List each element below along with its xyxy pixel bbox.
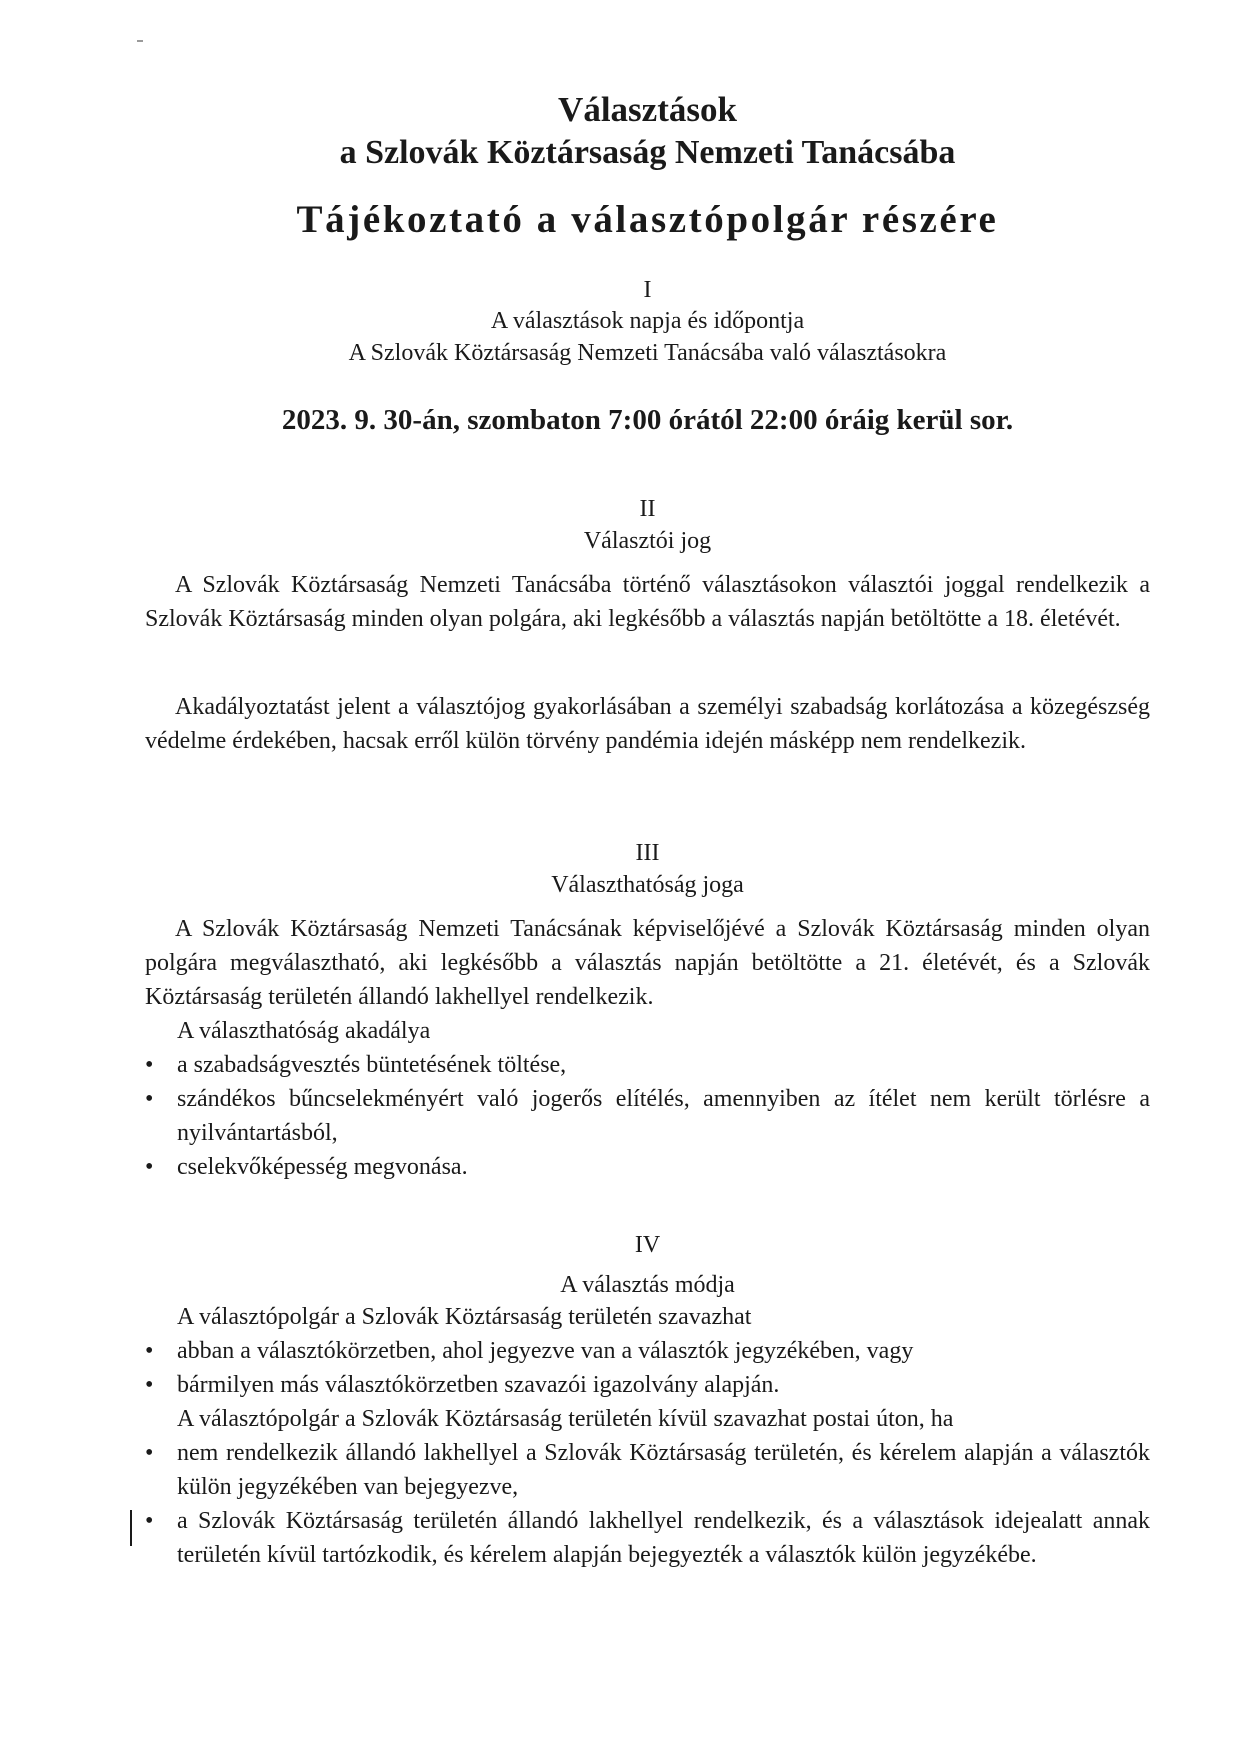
section-4-intro-1: A választópolgár a Szlovák Köztársaság területén szavazhat xyxy=(177,1304,752,1330)
section-2-number: II xyxy=(639,496,656,522)
list-item-text: abban a választókörzetben, ahol jegyezve van a választók jegyzékében, vagy xyxy=(177,1338,914,1364)
list-item xyxy=(145,1436,1150,1504)
election-date: 2023. 9. 30-án, szombaton 7:00 órától 22:00 óráig kerül sor. xyxy=(281,404,1014,436)
list-item xyxy=(145,1368,1150,1402)
section-3-paragraph-1: A Szlovák Köztársaság Nemzeti Tanácsának képviselőjévé a Szlovák Köztársaság minden olyan polgára megválasztható, aki legkésőbb a választás napján betöltötte a 21. életévét, és a Szlovák Köztársaság területén állandó lakhellyel rendelkezik. xyxy=(145,916,1150,1010)
bullet-icon: • xyxy=(145,1086,154,1112)
document-subtitle: Tájékoztató a választópolgár részére xyxy=(296,198,999,241)
list-item-text: a szabadságvesztés büntetésének töltése, xyxy=(177,1052,567,1078)
document-title: Választások xyxy=(558,90,737,129)
list-item-text: cselekvőképesség megvonása. xyxy=(177,1154,468,1180)
margin-change-bar xyxy=(130,1510,132,1546)
section-1-text: A Szlovák Köztársaság Nemzeti Tanácsába való választásokra xyxy=(348,340,947,366)
bullet-icon: • xyxy=(145,1372,154,1398)
scan-artifact xyxy=(137,40,143,42)
bullet-icon: • xyxy=(145,1052,154,1078)
list-item-text: nem rendelkezik állandó lakhellyel a Szlovák Köztársaság területén, és kérelem alapján a választók külön jegyzékében van bejegyezve, xyxy=(177,1440,1150,1500)
list-item xyxy=(145,1150,1150,1184)
section-1-heading: A választások napja és időpontja xyxy=(490,308,805,334)
bullet-icon: • xyxy=(145,1440,154,1466)
bullet-icon: • xyxy=(145,1338,154,1364)
list-item-text: szándékos bűncselekményért való jogerős elítélés, amennyiben az ítélet nem került törlésre a nyilvántartásból, xyxy=(177,1086,1150,1146)
section-2-paragraph-1: A Szlovák Köztársaság Nemzeti Tanácsába történő választásokon választói joggal rendelkezik a Szlovák Köztársaság minden olyan polgára, aki legkésőbb a választás napján betöltötte a 18. életévét. xyxy=(145,572,1150,632)
section-3-intro: A választhatóság akadálya xyxy=(177,1018,431,1044)
section-3-number: III xyxy=(635,840,660,866)
section-4-number: IV xyxy=(634,1232,661,1258)
section-4-intro-2: A választópolgár a Szlovák Köztársaság területén kívül szavazhat postai úton, ha xyxy=(177,1406,954,1432)
bullet-icon: • xyxy=(145,1154,154,1180)
bullet-icon: • xyxy=(145,1508,154,1534)
section-1-number: I xyxy=(643,277,652,303)
section-3-heading: Választhatóság joga xyxy=(551,872,744,898)
list-item xyxy=(145,1082,1150,1150)
list-item-text: a Szlovák Köztársaság területén állandó lakhellyel rendelkezik, és a választások idejealatt annak területén kívül tartózkodik, és kérelem alapján bejegyezték a választók külön jegyzékébe. xyxy=(177,1508,1150,1568)
list-item xyxy=(145,1048,1150,1082)
section-4-heading: A választás módja xyxy=(560,1272,735,1298)
section-2-heading: Választói jog xyxy=(583,528,712,554)
list-item xyxy=(145,1504,1150,1572)
list-item xyxy=(145,1334,1150,1368)
document-title-line2: a Szlovák Köztársaság Nemzeti Tanácsába xyxy=(339,134,956,171)
section-2-paragraph-2: Akadályoztatást jelent a választójog gyakorlásában a személyi szabadság korlátozása a közegészség védelme érdekében, hacsak erről külön törvény pandémia idején másképp nem rendelkezik. xyxy=(145,694,1150,754)
list-item-text: bármilyen más választókörzetben szavazói igazolvány alapján. xyxy=(177,1372,780,1398)
